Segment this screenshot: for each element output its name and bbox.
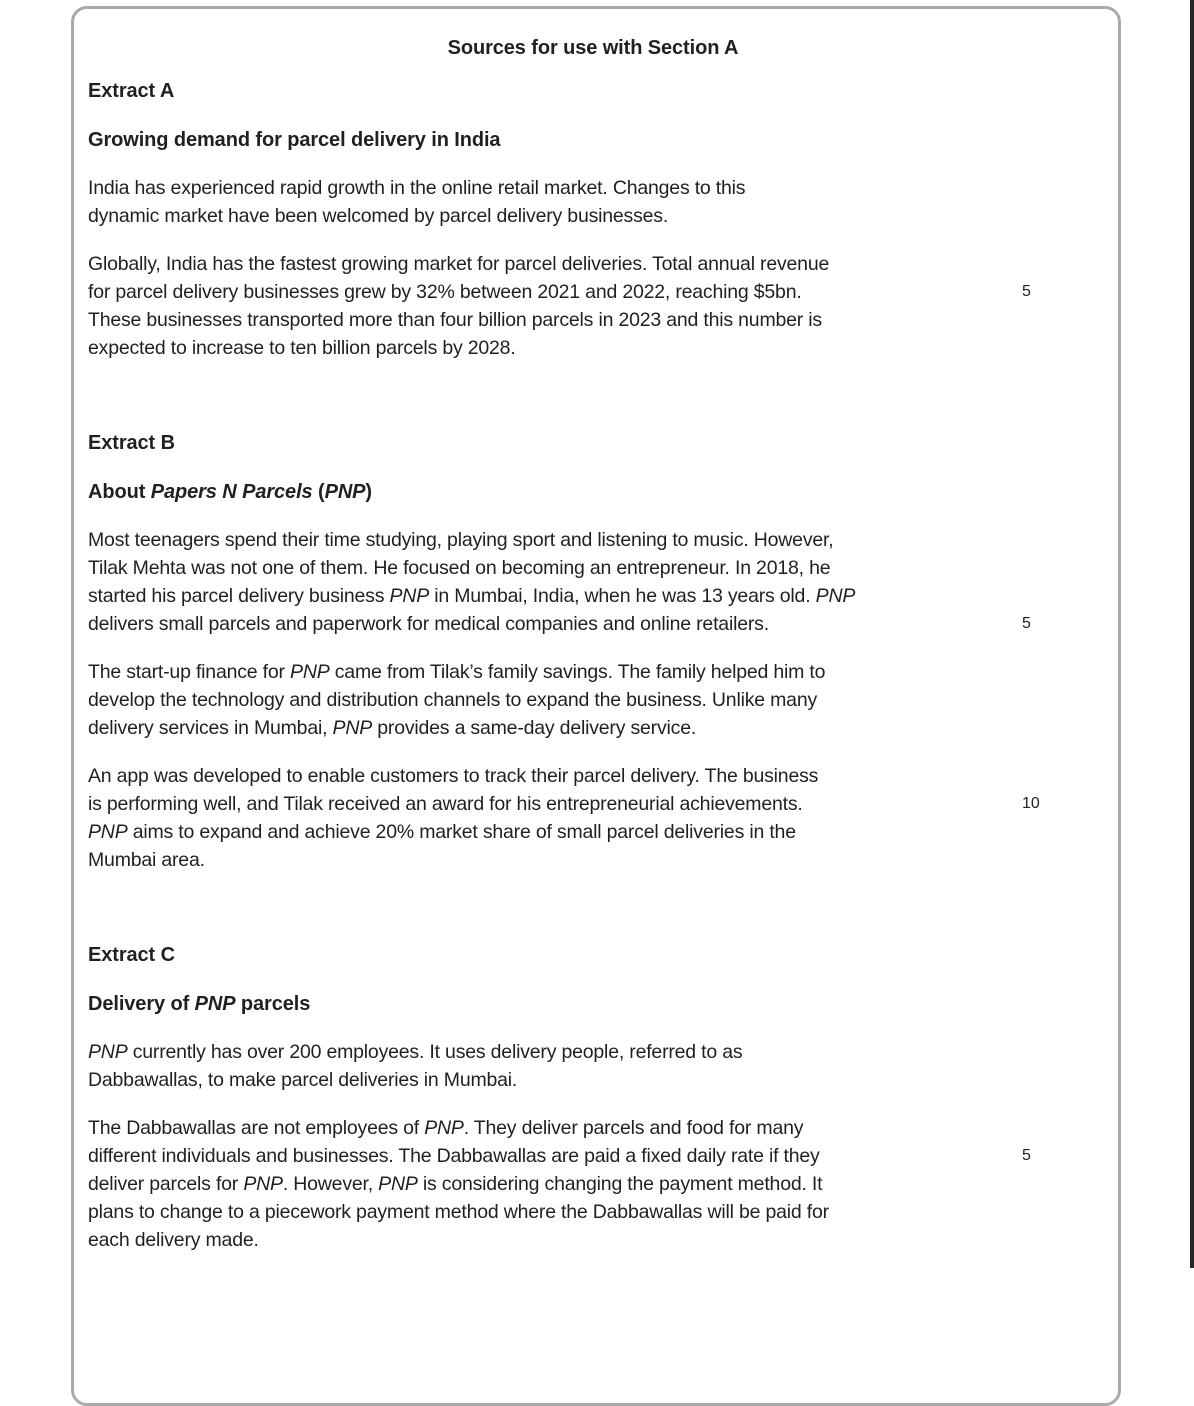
paragraph [88,1038,1098,1094]
text-segment: each delivery made. [88,1229,259,1251]
italic-text-segment: PNP [88,821,128,843]
text-line [88,1066,1098,1094]
text-segment: is performing well, and Tilak received an award for his entrepreneurial achievements. [88,793,803,815]
text-segment: provides a same-day delivery service. [372,717,697,739]
italic-text-segment: PNP [815,585,856,607]
extract-heading [88,430,1098,457]
paragraph [88,658,1098,742]
italic-text-segment: PNP [194,993,236,1015]
text-segment: Globally, India has the fastest growing market for parcel deliveries. Total annual revenue [88,253,830,275]
text-line [88,1170,1098,1198]
paragraph [88,174,1098,230]
text-segment: Extract C [88,944,175,966]
text-segment: different individuals and businesses. The Dabbawallas are paid a fixed daily rate if they [88,1145,820,1167]
text-segment: Dabbawallas, to make parcel deliveries in Mumbai. [88,1069,518,1091]
text-segment: The start-up finance for [88,661,291,683]
text-segment: . They deliver parcels and food for many [463,1117,804,1139]
text-segment: expected to increase to ten billion parcels by 2028. [88,337,516,359]
text-line [88,686,1098,714]
italic-text-segment: PNP [424,1117,464,1139]
text-segment: started his parcel delivery business [88,585,390,607]
text-line [88,582,1098,610]
paragraph [88,250,1098,362]
line-number: 5 [1022,1147,1031,1164]
paragraph [88,762,1098,874]
text-line [88,1198,1098,1226]
text-line [88,526,1098,554]
document-blocks [88,78,1098,1254]
text-segment: The Dabbawallas are not employees of [88,1117,425,1139]
text-segment: Most teenagers spend their time studying, playing sport and listening to music. However, [88,529,834,551]
text-segment: parcels [235,993,311,1015]
text-line [88,1142,1098,1170]
paragraph [88,1114,1098,1254]
line-number: 5 [1022,615,1031,632]
text-segment: India has experienced rapid growth in the online retail market. Changes to this [88,177,746,199]
text-segment: develop the technology and distribution channels to expand the business. Unlike many [88,689,818,711]
italic-text-segment: PNP [290,661,330,683]
italic-text-segment: PNP [332,717,373,739]
text-line [88,818,1098,846]
text-segment: aims to expand and achieve 20% market share of small parcel deliveries in the [127,821,796,843]
text-segment: Delivery of [88,993,195,1015]
extract-subheading [88,127,1098,154]
extract-subheading [88,479,1098,506]
sources-box-content [74,9,1118,1254]
text-line [88,1226,1098,1254]
extract-heading [88,78,1098,105]
sources-box [71,6,1121,1406]
text-line [88,250,1098,278]
text-segment: currently has over 200 employees. It uses delivery people, referred to as [127,1041,743,1063]
italic-text-segment: PNP [389,585,429,607]
text-segment: dynamic market have been welcomed by parcel delivery businesses. [88,205,669,227]
text-line [88,554,1098,582]
text-segment: delivery services in Mumbai, [88,717,333,739]
text-line [88,1114,1098,1142]
text-segment: is considering changing the payment method. It [417,1173,823,1195]
text-segment: Tilak Mehta was not one of them. He focused on becoming an entrepreneur. In 2018, he [88,557,831,579]
text-segment: Mumbai area. [88,849,205,871]
text-segment: Extract A [88,80,175,102]
extract-subheading [88,991,1098,1018]
text-line [88,610,1098,638]
text-segment: deliver parcels for [88,1173,244,1195]
paragraph [88,526,1098,638]
text-segment: An app was developed to enable customers to track their parcel delivery. The business [88,765,819,787]
text-line [88,714,1098,742]
text-line [88,334,1098,362]
text-segment: . However, [282,1173,379,1195]
text-segment: ( [312,481,325,503]
text-segment: came from Tilak’s family savings. The family helped him to [329,661,826,683]
line-number: 10 [1022,795,1040,812]
text-segment: About [88,481,151,503]
text-segment: in Mumbai, India, when he was 13 years old. [429,585,816,607]
text-segment: ) [365,481,372,503]
text-line [88,658,1098,686]
italic-text-segment: PNP [243,1173,283,1195]
italic-text-segment: PNP [88,1041,128,1063]
italic-text-segment: Papers N Parcels [150,481,313,503]
text-line [88,174,1098,202]
text-segment: for parcel delivery businesses grew by 32% between 2021 and 2022, reaching $5bn. [88,281,802,303]
line-number: 5 [1022,283,1031,300]
text-segment: delivers small parcels and paperwork for medical companies and online retailers. [88,613,769,635]
text-line [88,278,1098,306]
extract-heading [88,942,1098,969]
text-segment: plans to change to a piecework payment method where the Dabbawallas will be paid for [88,1201,829,1223]
text-line [88,202,1098,230]
text-line [88,846,1098,874]
page-title: Sources for use with Section A [447,37,739,59]
scanned-page-edge [1190,0,1194,1268]
italic-text-segment: PNP [378,1173,418,1195]
italic-text-segment: PNP [324,481,366,503]
text-line [88,790,1098,818]
text-line [88,306,1098,334]
text-line [88,1038,1098,1066]
text-segment: Growing demand for parcel delivery in India [88,129,501,151]
text-segment: These businesses transported more than four billion parcels in 2023 and this number is [88,309,822,331]
text-segment: Extract B [88,432,175,454]
text-line [88,762,1098,790]
